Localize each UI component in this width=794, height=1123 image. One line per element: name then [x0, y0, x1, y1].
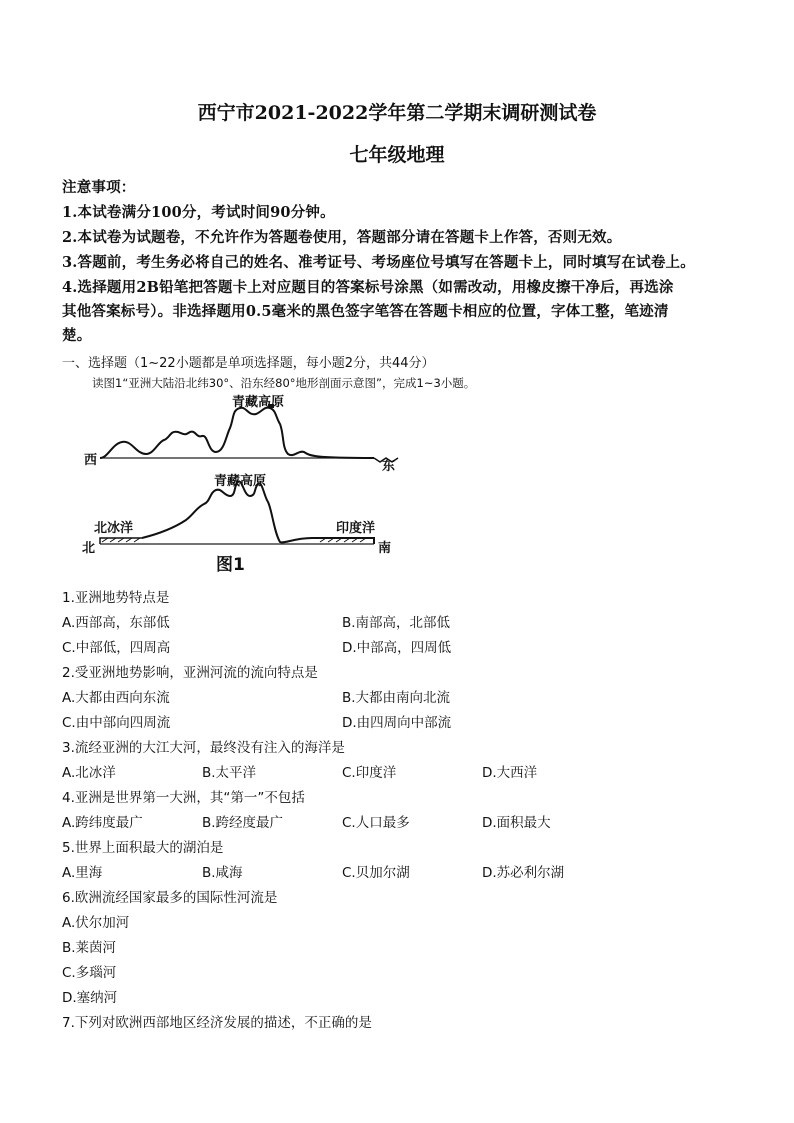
notice-item: 4.选择题用2B铅笔把答题卡上对应题目的答案标号涂黑（如需改动，用橡皮擦干净后，再选涂 [62, 279, 674, 296]
option: D.中部高，四周低 [342, 640, 452, 656]
option: B.太平洋 [202, 765, 257, 781]
east-label: 东 [382, 459, 396, 474]
option: C.人口最多 [342, 815, 410, 831]
west-label: 西 [84, 453, 98, 468]
notice-item: 其他答案标号）。非选择题用0.5毫米的黑色签字笔答在答题卡相应的位置，字体工整，笔迹清 [62, 303, 669, 320]
option: A.跨纬度最广 [62, 815, 143, 831]
notice-item: 3.答题前，考生务必将自己的姓名、准考证号、考场座位号填写在答题卡上，同时填写在试卷上。 [62, 254, 695, 271]
figure-caption: 图1 [216, 555, 245, 575]
option: D.面积最大 [482, 815, 551, 831]
option: A.北冰洋 [62, 765, 116, 781]
exam-subtitle: 七年级地理 [349, 144, 445, 166]
north-label: 北 [82, 541, 96, 556]
option: C.印度洋 [342, 765, 397, 781]
question-stem: 3.流经亚洲的大江大河，最终没有注入的海洋是 [62, 740, 345, 756]
option: A.伏尔加河 [62, 915, 130, 931]
option: A.西部高，东部低 [62, 615, 170, 631]
profile-west-east [84, 394, 398, 474]
question-stem: 4.亚洲是世界第一大洲，其“第一”不包括 [62, 790, 305, 806]
option: B.莱茵河 [62, 940, 117, 956]
question-stem: 1.亚洲地势特点是 [62, 590, 170, 606]
option: D.苏必利尔湖 [482, 865, 565, 881]
option: C.贝加尔湖 [342, 865, 410, 881]
south-label: 南 [378, 541, 392, 556]
option: A.里海 [62, 865, 103, 881]
option: C.由中部向四周流 [62, 715, 171, 731]
question-stem: 5.世界上面积最大的湖泊是 [62, 840, 224, 856]
section-heading: 一、选择题（1~22小题都是单项选择题，每小题2分，共44分） [62, 356, 435, 371]
option: A.大都由西向东流 [62, 690, 170, 706]
option: C.中部低，四周高 [62, 640, 171, 656]
option: B.南部高，北部低 [342, 615, 451, 631]
top-plateau-label: 青藏高原 [232, 395, 285, 410]
exam-title: 西宁市2021-2022学年第二学期末调研测试卷 [197, 102, 597, 124]
notice-item: 1.本试卷满分100分，考试时间90分钟。 [62, 204, 335, 221]
bottom-plateau-label: 青藏高原 [214, 474, 267, 489]
notice-item: 楚。 [62, 327, 92, 344]
option: B.咸海 [202, 865, 243, 881]
option: B.跨经度最广 [202, 815, 284, 831]
option: D.大西洋 [482, 765, 538, 781]
question-stem: 7.下列对欧洲西部地区经济发展的描述，不正确的是 [62, 1015, 372, 1031]
option: D.塞纳河 [62, 990, 118, 1006]
question-stem: 6.欧洲流经国家最多的国际性河流是 [62, 890, 278, 906]
notice-item: 2.本试卷为试题卷，不允许作为答题卷使用，答题部分请在答题卡上作答，否则无效。 [62, 229, 622, 246]
question-stem: 2.受亚洲地势影响，亚洲河流的流向特点是 [62, 665, 318, 681]
indian-ocean-label: 印度洋 [336, 521, 376, 536]
option: D.由四周向中部流 [342, 715, 452, 731]
option: C.多瑙河 [62, 965, 117, 981]
terrain-profile-figure [74, 392, 414, 582]
profile-north-south [82, 473, 391, 575]
option: B.大都由南向北流 [342, 690, 451, 706]
figure-instruction: 读图1“亚洲大陆沿北纬30°、沿东经80°地形剖面示意图”，完成1~3小题。 [92, 376, 476, 390]
arctic-ocean-label: 北冰洋 [94, 521, 134, 536]
notice-heading: 注意事项： [62, 179, 136, 196]
